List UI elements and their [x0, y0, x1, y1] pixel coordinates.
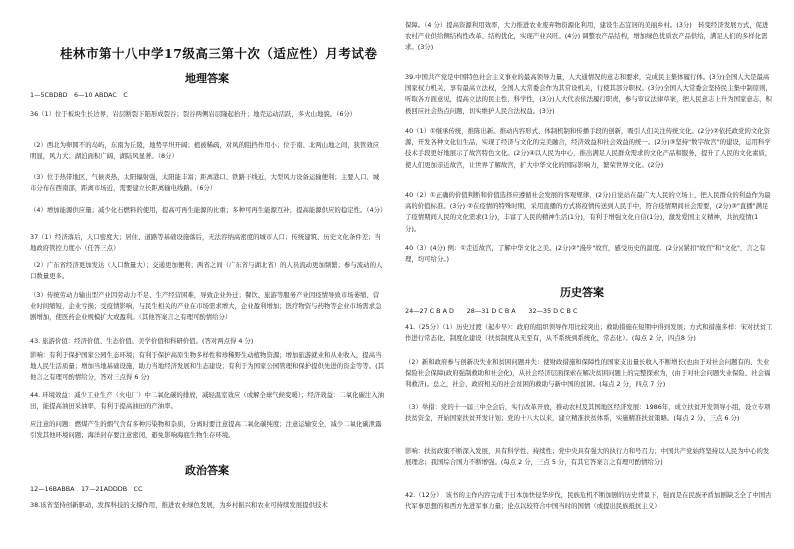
q36-part1: 36（1）位于板块生长边界，岩层断裂下陷形成裂谷；裂谷两侧岩层隆起抬升；地壳运动活跃，多火山地貌。（6分）: [30, 110, 357, 118]
politics-heading: 政治答案: [185, 464, 229, 477]
q44-issues: 应注意的问题：燃煤产生的烟气含有多种污染物和杂质，分离时要注意提高二氧化碳纯度；注意运输安全，减少二氧化碳泄露引发其他环境问题；海洋封存要注意密闭，避免影响海底生物生存环境。: [30, 420, 382, 440]
q40-part2: 40（2）①正确的价值判断和价值选择应遵循社会发展的客观规律，(2分)自觉站在最广大人民的立场上，把人民群众的利益作为最高的价值标准。(3分) ②在疫情的特殊时期，采用直播的方式将疫情传送到人民手中，符合疫情期间社会需要，(2分)③"直播"满足了疫情期间人民的文化需求(1分)，丰富了人民的精神生活(1分)，有利于增强文化自信(1分)，激发爱国主义精神，共抗疫情(1分)。: [405, 191, 771, 233]
q39: 39.中国共产党是中国特色社会主义事业的最高领导力量，人大通情况的意志和要求，完成民主集体履行体。(3分)全国人大是最高国家权力机关，享有最高立法权，全国人大常委会作为其常设机关，行使其部分职权。(3分)全国人大常委会坚持民主集中制原则，听取各方面意见，提高立法的民主性、科学性，(3分)人大代表依法履行职责，参与审议法律草案，把人民意志上升为国家意志，积极回应社会热点问题，切实维护人民合法权益。(3分): [405, 73, 772, 115]
q40-part1: 40（1）①继承传统，推陈出新。推动内容形式、体制机制和传播手段的创新，吸引人们关注传统文化。(2分)②依托政党的文化资源，开发各种文化衍生品，实现了经济与文化的完美融合，经济效益和社会效益的统一。(2分)③坚持"数字故宫"的建设，运用科学技术手段更好地展示了故宫特色文化。(2分)④以人民为中心，推出满足人民群众需求的文化产品和服务，提升了人民的文化素质，使人们更加亲近故宫，让世界了解故宫，扩大中华文化的国际影响力，繁荣世界文化。(2分): [405, 127, 772, 169]
q43-value: 43. 旅游价值：经济价值、生态价值、美学价值和科研价值。(答对两点得 4 分): [30, 337, 254, 345]
q37-part2: （2）广东省经济更加发达（人口数量大）；交通更加便利；两省之间（广东省与湖北省）的人员流动更加频繁；参与流动的人口数量更多。: [30, 261, 383, 281]
q40-part3: 40（3）(4分) 例：①走近故宫，了解中华文化之美。(2分)②"漫步"故宫，感受历史的温度。(2分)(紧扣"故宫"和"文化"，言之有理，均可给分。): [405, 244, 766, 264]
q36-part3: （3）位于热带地区，气候炎热，太阳辐射强，太阳能丰富；距离港口、铁路干线近，大型风力设备运输便利；主要人口、城市分布在西南部，距离市场近，需要建立长距离输电线路。（6分）: [30, 173, 380, 193]
q37-part3: （3）传统劳动力输出型产业因劳动力不足、生产经营困难，导致企业外迁；餐饮、旅游等服务产业因疫情导致市场萎缩、营业时间缩短，企业亏损；受疫情影响，与民生相关的产业在市场需求增大，企业盈利增加；医疗物资与药物等企业市场需求急剧增加，使医药企业规模扩大或盈利。（其他答案言之有理可酌情给分）: [30, 291, 382, 322]
q42: 42.（12分） 该书的主作内容完成于日本加快侵华步伐，民族危机不断加剧的历史背景下，强而是在民族矛盾加剧缺乏全了中国古代军事思想的和西方先进军事力量；论点以较符合中国当时的国情（或提出民族抵抗主义）: [405, 491, 772, 511]
q37-part1: 37（1）经济落后，人口密度大；居住、道路等基础设施落后，无法容纳高密度的城市人口；传统建筑、历史文化条件差；当地政府管控力度小（任答三点）: [30, 233, 381, 253]
history-mc-answers: 24—27 C B A D 28—31 D C B A 32—35 D C B C: [405, 307, 578, 315]
q41-part1: 41.（25分）（1）历史过渡（起步早）：政府的组织领导作用比较突出；救助措施在短期中得到发展；方式和措施多样：宋对扶贫工作进行常态化、制度化建设（扶贫制度从无至有，从不系统到系统化，常态化）。(每点 2 分，四点8 分): [405, 323, 773, 343]
q38-part1: 38.该省坚持创新驱动，发挥科技的支撑作用，推进农业绿色发展，为乡村振兴和农业可持续发展提供技术: [30, 501, 328, 509]
q38-continued: 保障。（4 分）提高资源利用效率，大力推进农业废弃物资源化利用，建设生态宜居的美丽乡村。(3分) 转变经济发展方式，促进农村产业供给侧结构性改革、结构优化，实现产业兴旺。(4分) 调整农产品结构，增加绿色优质农产品供给，满足人们的多样化需求。(3分): [405, 21, 769, 52]
q43-impact: 影响：有利于保护国家公园生态环境；有利于保护高原生物多样性和珍稀野生动植物资源；增加旅游就业和从业收入，提高当地人民生活质量；增加当地基础设施，助力当地经济发展和生态建设；有利于为国家公园管理和保护提供先进的资金等等。(其他言之有理可酌情给分，答对三点得 6 分): [30, 351, 384, 382]
q41-part4: 影响：扶贫政策不断深入发展，具有科学性、持续性；党中央具有强大的执行力和号召力；中国共产党始终坚持以人民为中心的发展理念；我国综合国力不断增强。(每点 2 分，三点 5 分，有其它答案言之有理可酌情给分): [405, 447, 770, 467]
q36-part4: （4）增加能源供应量；减少化石燃料的使用，提高可再生能源的比重；多种可再生能源互补，提高能源供应的稳定性。（4分）: [30, 206, 387, 214]
q44-benefits: 44. 环境效益：减少工业生产（火电厂）中二氧化碳的排放，减轻温室效应（或解全球气候变暖）；经济效益：二氧化碳注入油田，能提高油田采油率，有利于提高油田的产油率。: [30, 391, 385, 411]
politics-mc-answers: 12—16BABBA 17—21ADDDB CC: [30, 485, 143, 493]
q36-part2: （2）西北为卵圆不的岛屿，东南为丘陵，地势平坦开阔；植被稀疏，对风的阻挡作用小；位于南、北两山地之间，狭管效应明显，风力大；湖泊面积广阔，湖陆风显著。（8分）: [30, 141, 380, 161]
geography-mc-answers: 1—5CBDBD 6—10 ABDAC C: [30, 91, 128, 99]
q41-part3: （3）举措：党的十一届三中全会后，实行改革开放，推动农村及其国地区经济发展：1986年，成立扶贫开发领导小组，设立专项扶贫资金，开始国家扶贫开发计划；党的十八大以来，建立精准扶贫体系，实施精准扶贫策略。(每点 2 分，三点 6 分): [405, 403, 771, 423]
document-title: 桂林市第十八中学17级高三第十次（适应性）月考试卷: [60, 46, 378, 61]
history-heading: 历史答案: [560, 286, 604, 299]
geography-heading: 地理答案: [185, 72, 229, 85]
q41-part2: （2）新和政府参与创新决失业和贫困问题并失：使财政措施和保障性的国家支出量长收入不断增长(也由于对社会问题有的、失业保险社会保障(政府强制救助和社会化)，从社会经济层面探索在解决贫困问题上的完整探索为，(由于对社会问题失业保险、社会福利救济)。总之，社会、政府相关的社会贫困的救助与新中国的贫困。(每点 2 分，四点 7 分): [405, 358, 771, 389]
